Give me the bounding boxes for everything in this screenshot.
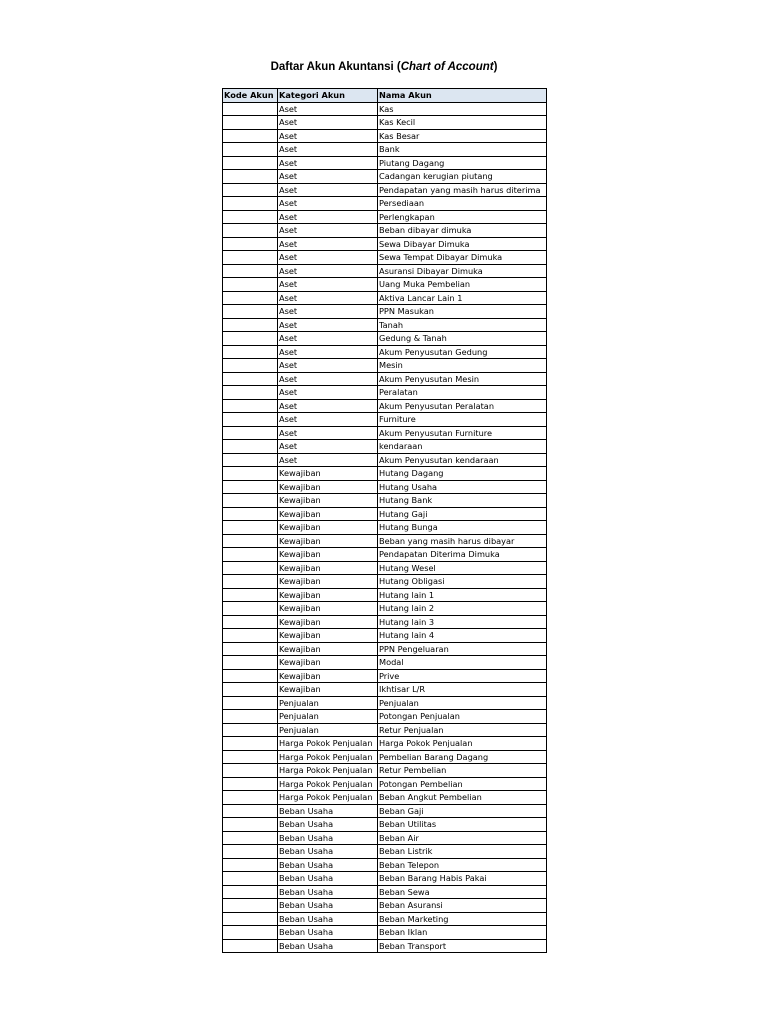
header-kode-akun: Kode Akun [223, 89, 278, 103]
cell-kode-akun [223, 885, 278, 899]
table-row [223, 669, 547, 683]
table-row [223, 507, 547, 521]
table-row [223, 305, 547, 319]
cell-kode-akun [223, 197, 278, 211]
cell-kategori-akun: Penjualan [278, 696, 378, 710]
cell-nama-akun: Modal [378, 656, 547, 670]
table-row [223, 251, 547, 265]
cell-kode-akun [223, 845, 278, 859]
cell-kategori-akun: Aset [278, 129, 378, 143]
cell-nama-akun: Hutang Bank [378, 494, 547, 508]
cell-kategori-akun: Beban Usaha [278, 818, 378, 832]
cell-kategori-akun: Harga Pokok Penjualan [278, 777, 378, 791]
cell-kode-akun [223, 872, 278, 886]
cell-nama-akun: Pembelian Barang Dagang [378, 750, 547, 764]
cell-kategori-akun: Aset [278, 291, 378, 305]
cell-kategori-akun: Beban Usaha [278, 858, 378, 872]
cell-nama-akun: Beban Utilitas [378, 818, 547, 832]
cell-kode-akun [223, 291, 278, 305]
cell-nama-akun: Hutang lain 2 [378, 602, 547, 616]
table-row [223, 345, 547, 359]
cell-kode-akun [223, 116, 278, 130]
cell-kategori-akun: Harga Pokok Penjualan [278, 737, 378, 751]
cell-nama-akun: Bank [378, 143, 547, 157]
cell-kode-akun [223, 386, 278, 400]
table-row [223, 845, 547, 859]
table-row [223, 615, 547, 629]
cell-nama-akun: Akum Penyusutan Mesin [378, 372, 547, 386]
table-row [223, 710, 547, 724]
header-nama-akun: Nama Akun [378, 89, 547, 103]
table-row [223, 926, 547, 940]
cell-kategori-akun: Kewajiban [278, 561, 378, 575]
cell-kode-akun [223, 143, 278, 157]
cell-kategori-akun: Aset [278, 399, 378, 413]
cell-kode-akun [223, 426, 278, 440]
cell-nama-akun: PPN Masukan [378, 305, 547, 319]
cell-kode-akun [223, 129, 278, 143]
title-italic: Chart of Account [400, 61, 494, 73]
cell-kategori-akun: Aset [278, 102, 378, 116]
cell-nama-akun: Akum Penyusutan kendaraan [378, 453, 547, 467]
cell-kategori-akun: Harga Pokok Penjualan [278, 764, 378, 778]
table-row [223, 426, 547, 440]
table-row [223, 210, 547, 224]
cell-kategori-akun: Aset [278, 197, 378, 211]
cell-kode-akun [223, 345, 278, 359]
cell-nama-akun: Hutang Bunga [378, 521, 547, 535]
cell-nama-akun: Gedung & Tanah [378, 332, 547, 346]
cell-nama-akun: Hutang Dagang [378, 467, 547, 481]
cell-nama-akun: Kas Besar [378, 129, 547, 143]
table-row [223, 575, 547, 589]
cell-nama-akun: Harga Pokok Penjualan [378, 737, 547, 751]
cell-kode-akun [223, 561, 278, 575]
cell-kategori-akun: Aset [278, 183, 378, 197]
table-row [223, 237, 547, 251]
cell-nama-akun: Prive [378, 669, 547, 683]
cell-kode-akun [223, 764, 278, 778]
table-row [223, 413, 547, 427]
table-row [223, 494, 547, 508]
cell-nama-akun: PPN Pengeluaran [378, 642, 547, 656]
cell-kode-akun [223, 723, 278, 737]
table-row [223, 116, 547, 130]
table-row [223, 480, 547, 494]
table-row [223, 656, 547, 670]
cell-kategori-akun: Aset [278, 251, 378, 265]
cell-nama-akun: Beban Air [378, 831, 547, 845]
cell-kategori-akun: Kewajiban [278, 480, 378, 494]
table-row [223, 696, 547, 710]
table-row [223, 534, 547, 548]
cell-kategori-akun: Aset [278, 278, 378, 292]
header-kategori-akun: Kategori Akun [278, 89, 378, 103]
table-row [223, 197, 547, 211]
cell-nama-akun: Hutang Obligasi [378, 575, 547, 589]
cell-kategori-akun: Beban Usaha [278, 872, 378, 886]
table-row [223, 156, 547, 170]
cell-nama-akun: Mesin [378, 359, 547, 373]
cell-kategori-akun: Aset [278, 170, 378, 184]
table-row [223, 291, 547, 305]
title-suffix: ) [493, 61, 498, 73]
cell-nama-akun: Sewa Tempat Dibayar Dimuka [378, 251, 547, 265]
cell-kode-akun [223, 359, 278, 373]
cell-nama-akun: Kas [378, 102, 547, 116]
cell-nama-akun: Akum Penyusutan Gedung [378, 345, 547, 359]
cell-kategori-akun: Kewajiban [278, 615, 378, 629]
cell-kode-akun [223, 210, 278, 224]
table-row [223, 939, 547, 953]
cell-kode-akun [223, 399, 278, 413]
cell-kategori-akun: Harga Pokok Penjualan [278, 750, 378, 764]
cell-nama-akun: Aktiva Lancar Lain 1 [378, 291, 547, 305]
cell-nama-akun: Beban Listrik [378, 845, 547, 859]
cell-kategori-akun: Beban Usaha [278, 912, 378, 926]
chart-of-accounts-table [222, 88, 547, 953]
table-row [223, 885, 547, 899]
table-row [223, 899, 547, 913]
cell-kode-akun [223, 183, 278, 197]
cell-nama-akun: Beban Iklan [378, 926, 547, 940]
cell-kategori-akun: Kewajiban [278, 575, 378, 589]
cell-kode-akun [223, 818, 278, 832]
cell-kategori-akun: Beban Usaha [278, 831, 378, 845]
table-row [223, 359, 547, 373]
table-row [223, 102, 547, 116]
cell-nama-akun: Tanah [378, 318, 547, 332]
cell-kategori-akun: Aset [278, 143, 378, 157]
cell-kategori-akun: Kewajiban [278, 521, 378, 535]
cell-kategori-akun: Kewajiban [278, 656, 378, 670]
cell-kode-akun [223, 804, 278, 818]
cell-kategori-akun: Harga Pokok Penjualan [278, 791, 378, 805]
cell-nama-akun: Beban Asuransi [378, 899, 547, 913]
table-row [223, 129, 547, 143]
cell-kode-akun [223, 467, 278, 481]
cell-kategori-akun: Kewajiban [278, 467, 378, 481]
cell-nama-akun: Hutang Gaji [378, 507, 547, 521]
cell-kode-akun [223, 588, 278, 602]
cell-kategori-akun: Kewajiban [278, 642, 378, 656]
cell-kategori-akun: Aset [278, 359, 378, 373]
table-row [223, 588, 547, 602]
table-row [223, 372, 547, 386]
cell-nama-akun: kendaraan [378, 440, 547, 454]
cell-kategori-akun: Aset [278, 116, 378, 130]
cell-nama-akun: Potongan Penjualan [378, 710, 547, 724]
table-row [223, 521, 547, 535]
cell-kode-akun [223, 224, 278, 238]
cell-kode-akun [223, 710, 278, 724]
table-row [223, 332, 547, 346]
cell-kode-akun [223, 777, 278, 791]
cell-nama-akun: Peralatan [378, 386, 547, 400]
cell-kode-akun [223, 737, 278, 751]
cell-kategori-akun: Kewajiban [278, 602, 378, 616]
cell-kode-akun [223, 494, 278, 508]
table-header-row [223, 89, 547, 103]
cell-nama-akun: Cadangan kerugian piutang [378, 170, 547, 184]
cell-kode-akun [223, 642, 278, 656]
cell-nama-akun: Pendapatan yang masih harus diterima [378, 183, 547, 197]
cell-kode-akun [223, 480, 278, 494]
cell-kode-akun [223, 278, 278, 292]
cell-kode-akun [223, 521, 278, 535]
cell-kategori-akun: Aset [278, 453, 378, 467]
cell-kategori-akun: Kewajiban [278, 534, 378, 548]
cell-nama-akun: Ikhtisar L/R [378, 683, 547, 697]
cell-kategori-akun: Kewajiban [278, 669, 378, 683]
table-row [223, 683, 547, 697]
cell-nama-akun: Sewa Dibayar Dimuka [378, 237, 547, 251]
table-row [223, 750, 547, 764]
table-row [223, 831, 547, 845]
cell-kategori-akun: Kewajiban [278, 588, 378, 602]
table-row [223, 440, 547, 454]
cell-nama-akun: Hutang lain 3 [378, 615, 547, 629]
page-title [0, 61, 768, 73]
cell-kode-akun [223, 237, 278, 251]
cell-kode-akun [223, 440, 278, 454]
cell-kode-akun [223, 372, 278, 386]
cell-kode-akun [223, 615, 278, 629]
cell-nama-akun: Furniture [378, 413, 547, 427]
table-row [223, 777, 547, 791]
cell-kategori-akun: Kewajiban [278, 683, 378, 697]
cell-kategori-akun: Aset [278, 210, 378, 224]
table-row [223, 548, 547, 562]
cell-kategori-akun: Aset [278, 156, 378, 170]
cell-kategori-akun: Beban Usaha [278, 926, 378, 940]
cell-kategori-akun: Aset [278, 413, 378, 427]
cell-kode-akun [223, 926, 278, 940]
cell-kode-akun [223, 831, 278, 845]
cell-nama-akun: Hutang lain 4 [378, 629, 547, 643]
cell-kode-akun [223, 534, 278, 548]
table-row [223, 791, 547, 805]
cell-nama-akun: Kas Kecil [378, 116, 547, 130]
table-row [223, 912, 547, 926]
cell-nama-akun: Beban yang masih harus dibayar [378, 534, 547, 548]
cell-nama-akun: Hutang Wesel [378, 561, 547, 575]
cell-nama-akun: Beban Telepon [378, 858, 547, 872]
cell-kategori-akun: Penjualan [278, 710, 378, 724]
cell-kategori-akun: Kewajiban [278, 629, 378, 643]
cell-nama-akun: Beban Marketing [378, 912, 547, 926]
cell-kode-akun [223, 629, 278, 643]
cell-nama-akun: Penjualan [378, 696, 547, 710]
table-row [223, 224, 547, 238]
title-prefix: Daftar Akun Akuntansi ( [270, 61, 401, 73]
cell-kode-akun [223, 791, 278, 805]
table-row [223, 629, 547, 643]
cell-nama-akun: Beban Angkut Pembelian [378, 791, 547, 805]
cell-nama-akun: Beban Gaji [378, 804, 547, 818]
cell-nama-akun: Beban dibayar dimuka [378, 224, 547, 238]
cell-nama-akun: Hutang Usaha [378, 480, 547, 494]
table-row [223, 764, 547, 778]
cell-nama-akun: Pendapatan Diterima Dimuka [378, 548, 547, 562]
table-row [223, 723, 547, 737]
cell-nama-akun: Akum Penyusutan Furniture [378, 426, 547, 440]
table-row [223, 602, 547, 616]
table-row [223, 264, 547, 278]
table-row [223, 818, 547, 832]
cell-nama-akun: Piutang Dagang [378, 156, 547, 170]
cell-kode-akun [223, 669, 278, 683]
table-row [223, 872, 547, 886]
cell-nama-akun: Retur Penjualan [378, 723, 547, 737]
cell-kategori-akun: Penjualan [278, 723, 378, 737]
cell-kode-akun [223, 696, 278, 710]
cell-kategori-akun: Kewajiban [278, 548, 378, 562]
cell-kode-akun [223, 507, 278, 521]
cell-kode-akun [223, 575, 278, 589]
cell-kode-akun [223, 602, 278, 616]
cell-nama-akun: Hutang lain 1 [378, 588, 547, 602]
cell-kategori-akun: Beban Usaha [278, 899, 378, 913]
cell-kode-akun [223, 251, 278, 265]
table-body [223, 102, 547, 953]
table-row [223, 642, 547, 656]
cell-kode-akun [223, 939, 278, 953]
cell-kode-akun [223, 413, 278, 427]
cell-kategori-akun: Aset [278, 305, 378, 319]
cell-nama-akun: Retur Pembelian [378, 764, 547, 778]
table-row [223, 467, 547, 481]
table-row [223, 737, 547, 751]
cell-kode-akun [223, 548, 278, 562]
table-row [223, 143, 547, 157]
cell-kategori-akun: Aset [278, 332, 378, 346]
cell-kode-akun [223, 453, 278, 467]
cell-nama-akun: Beban Barang Habis Pakai [378, 872, 547, 886]
table-row [223, 399, 547, 413]
cell-kategori-akun: Aset [278, 440, 378, 454]
cell-nama-akun: Beban Transport [378, 939, 547, 953]
cell-nama-akun: Perlengkapan [378, 210, 547, 224]
table-row [223, 561, 547, 575]
cell-kode-akun [223, 656, 278, 670]
cell-kode-akun [223, 750, 278, 764]
cell-kategori-akun: Aset [278, 224, 378, 238]
table-row [223, 318, 547, 332]
cell-kategori-akun: Aset [278, 386, 378, 400]
cell-nama-akun: Potongan Pembelian [378, 777, 547, 791]
cell-nama-akun: Persediaan [378, 197, 547, 211]
cell-kategori-akun: Kewajiban [278, 507, 378, 521]
cell-kode-akun [223, 156, 278, 170]
cell-nama-akun: Uang Muka Pembelian [378, 278, 547, 292]
table-row [223, 278, 547, 292]
cell-kategori-akun: Aset [278, 345, 378, 359]
cell-kode-akun [223, 899, 278, 913]
cell-nama-akun: Asuransi Dibayar Dimuka [378, 264, 547, 278]
cell-kategori-akun: Aset [278, 372, 378, 386]
cell-kategori-akun: Beban Usaha [278, 885, 378, 899]
cell-kategori-akun: Kewajiban [278, 494, 378, 508]
cell-kode-akun [223, 102, 278, 116]
cell-kode-akun [223, 318, 278, 332]
cell-kategori-akun: Aset [278, 237, 378, 251]
cell-kategori-akun: Aset [278, 426, 378, 440]
cell-kode-akun [223, 305, 278, 319]
cell-kategori-akun: Aset [278, 318, 378, 332]
cell-kode-akun [223, 683, 278, 697]
cell-nama-akun: Beban Sewa [378, 885, 547, 899]
table-row [223, 183, 547, 197]
cell-nama-akun: Akum Penyusutan Peralatan [378, 399, 547, 413]
table-row [223, 386, 547, 400]
table-row [223, 858, 547, 872]
cell-kategori-akun: Beban Usaha [278, 939, 378, 953]
cell-kode-akun [223, 264, 278, 278]
cell-kategori-akun: Beban Usaha [278, 845, 378, 859]
cell-kode-akun [223, 332, 278, 346]
cell-kategori-akun: Aset [278, 264, 378, 278]
table-row [223, 170, 547, 184]
cell-kode-akun [223, 858, 278, 872]
cell-kategori-akun: Beban Usaha [278, 804, 378, 818]
table-row [223, 804, 547, 818]
cell-kode-akun [223, 170, 278, 184]
table-row [223, 453, 547, 467]
cell-kode-akun [223, 912, 278, 926]
